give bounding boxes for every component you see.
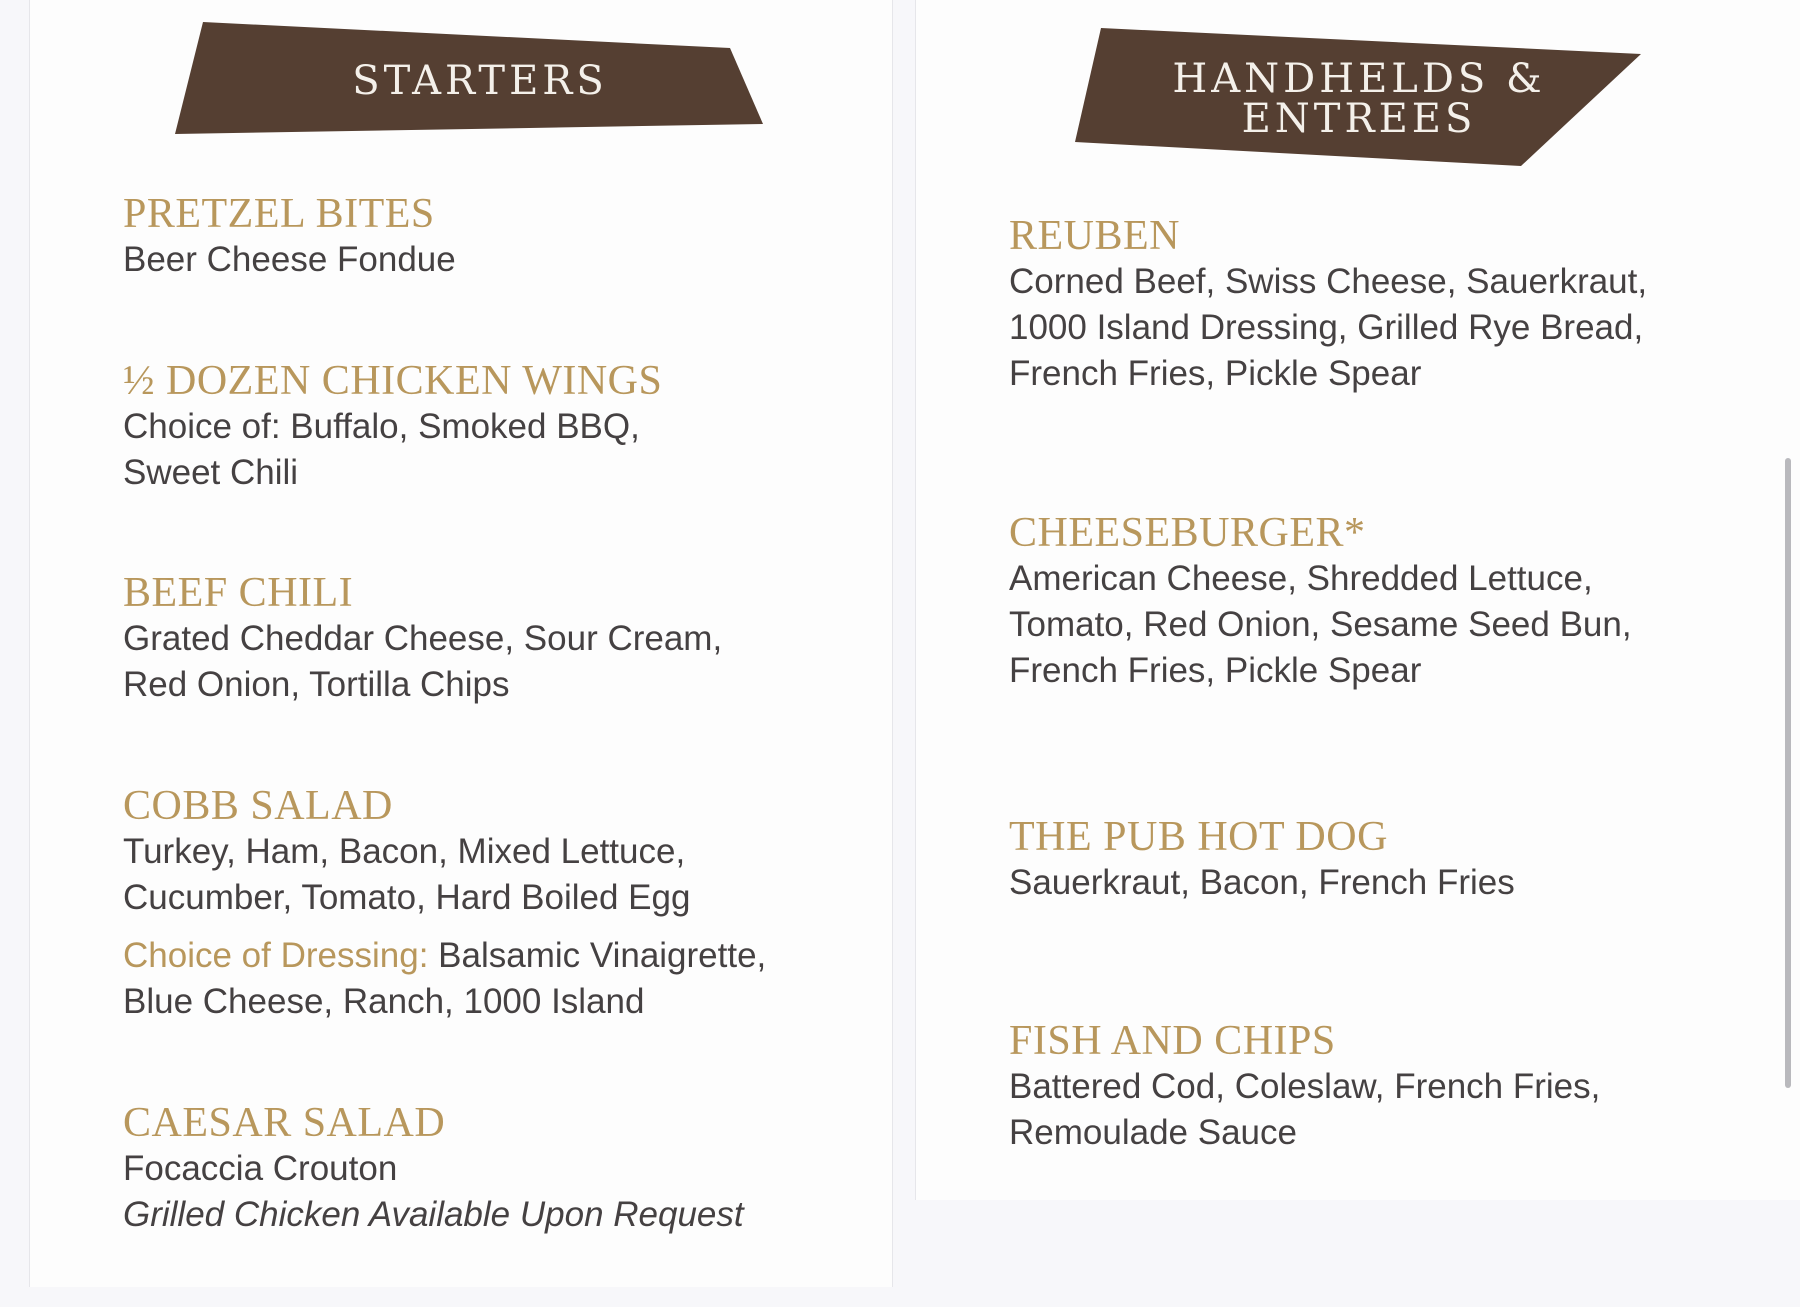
item-title: PRETZEL BITES [123, 191, 435, 237]
item-description [1009, 1064, 1600, 1156]
handhelds-heading-line2: ENTREES [1241, 96, 1477, 142]
menu-item-pub-hot-dog [1009, 814, 1515, 906]
item-description-line: French Fries, Pickle Spear [1009, 354, 1422, 393]
item-title: COBB SALAD [123, 783, 393, 829]
menu-item-fish-and-chips [1009, 1018, 1600, 1156]
item-description-line: Turkey, Ham, Bacon, Mixed Lettuce, [123, 832, 686, 871]
dressing-options-text: Balsamic Vinaigrette, [438, 936, 767, 975]
item-title: THE PUB HOT DOG [1009, 814, 1388, 860]
starters-heading: STARTERS [352, 58, 608, 104]
item-title: BEEF CHILI [123, 570, 354, 616]
item-description [123, 1146, 744, 1238]
item-title: REUBEN [1009, 213, 1180, 259]
item-description-line: Tomato, Red Onion, Sesame Seed Bun, [1009, 605, 1632, 644]
item-description-line: Beer Cheese Fondue [123, 240, 456, 279]
dressing-line: Blue Cheese, Ranch, 1000 Island [123, 982, 645, 1021]
item-description [1009, 556, 1632, 694]
item-description-line: Sweet Chili [123, 453, 299, 492]
item-description [1009, 259, 1647, 397]
menu-item-cobb-salad [123, 783, 766, 1025]
item-note: Grilled Chicken Available Upon Request [123, 1195, 744, 1234]
item-description-line: Battered Cod, Coleslaw, French Fries, [1009, 1067, 1601, 1106]
handhelds-heading-line1: HANDHELDS & [1172, 56, 1546, 102]
item-description-line: Focaccia Crouton [123, 1149, 398, 1188]
handhelds-banner [1075, 28, 1643, 168]
menu-item-chicken-wings [123, 358, 662, 496]
item-description-line: Corned Beef, Swiss Cheese, Sauerkraut, [1009, 262, 1648, 301]
item-description [123, 829, 766, 921]
item-description-line: Remoulade Sauce [1009, 1113, 1297, 1152]
item-description [1009, 860, 1515, 906]
item-description [123, 616, 722, 708]
item-description-line: French Fries, Pickle Spear [1009, 651, 1422, 690]
menu-item-cheeseburger [1009, 510, 1632, 694]
starters-banner [175, 22, 765, 134]
item-description [123, 404, 662, 496]
dressing-options [123, 933, 766, 1025]
menu-item-beef-chili [123, 570, 722, 708]
item-description [123, 237, 456, 283]
item-title: CHEESEBURGER* [1009, 510, 1366, 556]
item-title: CAESAR SALAD [123, 1100, 446, 1146]
item-description-line: Sauerkraut, Bacon, French Fries [1009, 863, 1515, 902]
item-description-line: American Cheese, Shredded Lettuce, [1009, 559, 1593, 598]
item-title: FISH AND CHIPS [1009, 1018, 1336, 1064]
item-description-line: Grated Cheddar Cheese, Sour Cream, [123, 619, 723, 658]
item-description-line: Red Onion, Tortilla Chips [123, 665, 510, 704]
dressing-line [123, 933, 766, 979]
item-description-line: 1000 Island Dressing, Grilled Rye Bread, [1009, 308, 1644, 347]
dressing-label: Choice of Dressing: [123, 936, 429, 975]
menu-item-reuben [1009, 213, 1647, 397]
item-description-line: Cucumber, Tomato, Hard Boiled Egg [123, 878, 691, 917]
menu-item-pretzel-bites [123, 191, 456, 283]
item-title: ½ DOZEN CHICKEN WINGS [123, 358, 663, 404]
vertical-scrollbar[interactable] [1785, 458, 1791, 1088]
menu-item-caesar-salad [123, 1100, 744, 1238]
item-description-line: Choice of: Buffalo, Smoked BBQ, [123, 407, 640, 446]
